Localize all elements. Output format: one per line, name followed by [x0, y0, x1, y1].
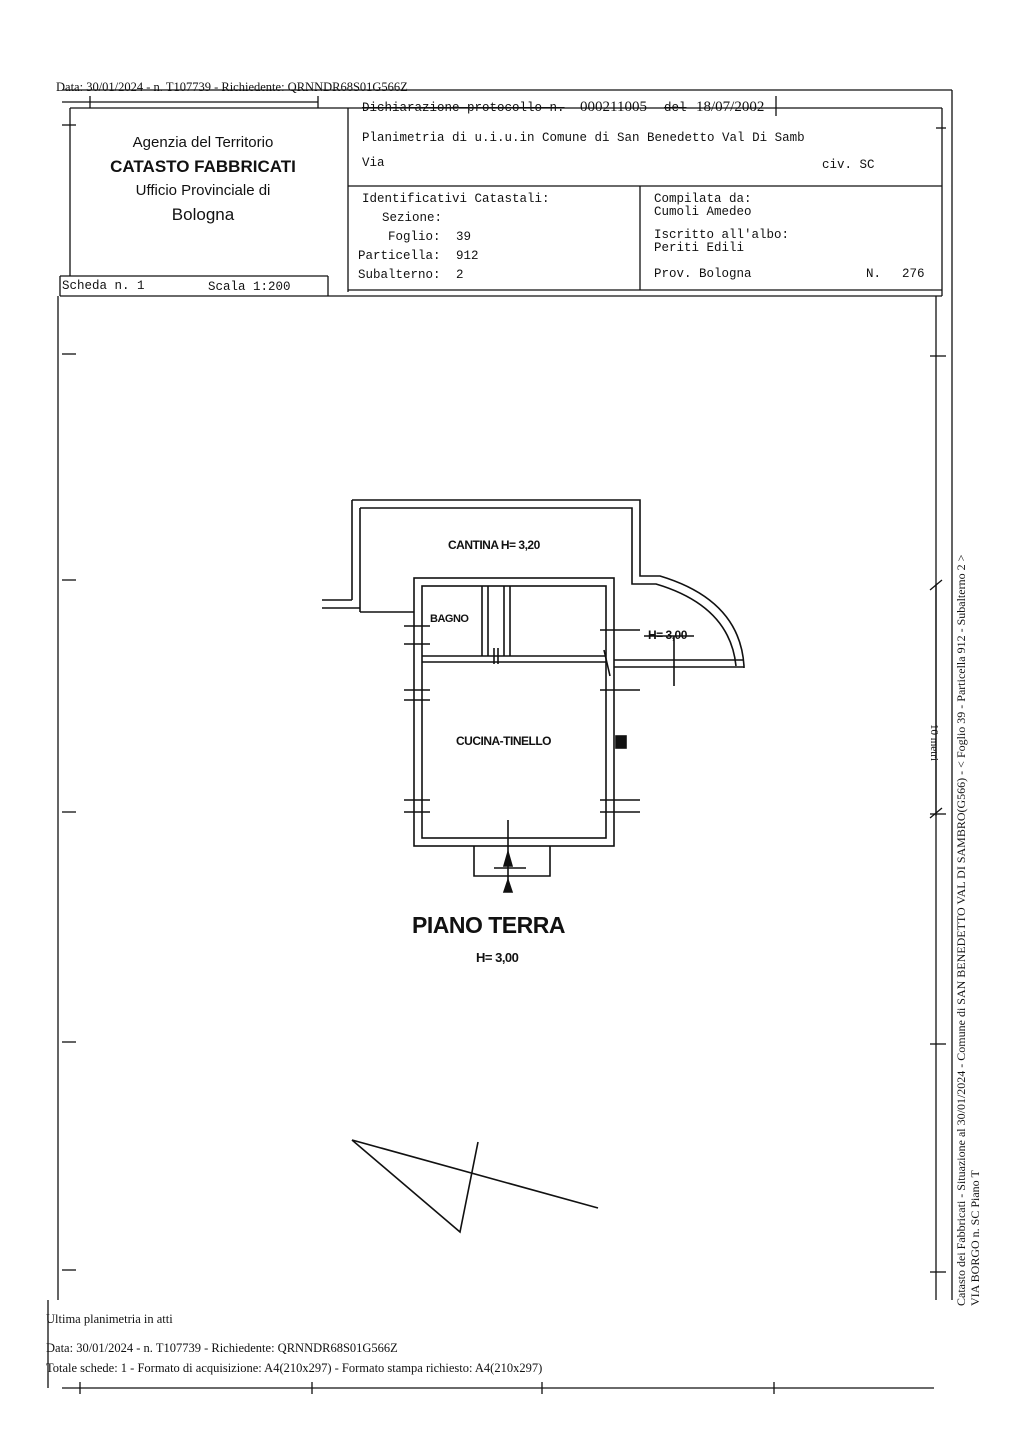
side-address-text: VIA BORGO n. SC Piano T	[968, 1170, 982, 1306]
via-label: Via	[362, 156, 385, 170]
height-label-right: H= 3,00	[648, 628, 687, 642]
ultima-planimetria: Ultima planimetria in atti	[46, 1312, 173, 1326]
civico: civ. SC	[822, 158, 875, 172]
subalterno-value: 2	[456, 268, 464, 282]
particella-value: 912	[456, 249, 479, 263]
prov-label: Prov. Bologna	[654, 267, 752, 281]
scale-bar-label: 10 metri	[928, 724, 940, 761]
n-label: N.	[866, 267, 882, 281]
scheda-label: Scheda n. 1	[62, 279, 145, 293]
catasto-title: CATASTO FABBRICATI	[110, 157, 296, 176]
iscritto-label: Iscritto all'albo:	[654, 228, 790, 242]
footer-data-line: Data: 30/01/2024 - n. T107739 - Richiedente: QRNNDR68S01G566Z	[46, 1341, 398, 1355]
cucina-label: CUCINA-TINELLO	[456, 734, 551, 748]
protocol-date: 18/07/2002	[696, 99, 765, 115]
side-situazione-text: Catasto dei Fabbricati - Situazione al 30/01/2024 - Comune di SAN BENEDETTO VAL DI SAMBRO(G566) - < Foglio 39 - Particella 912 - Subalterno 2 >	[954, 554, 968, 1306]
piano-height: H= 3,00	[476, 950, 519, 965]
compilata-label: Compilata da:	[654, 192, 752, 206]
protocol-number: 000211005	[580, 99, 647, 115]
footer-totale-line: Totale schede: 1 - Formato di acquisizione: A4(210x297) - Formato stampa richiesto: A4(210x297)	[46, 1361, 543, 1375]
foglio-label: Foglio:	[388, 230, 441, 244]
compilata-name: Cumoli Amedeo	[654, 205, 752, 219]
top-requester-line: Data: 30/01/2024 - n. T107739 - Richiedente: QRNNDR68S01G566Z	[56, 80, 408, 94]
office-city: Bologna	[171, 205, 235, 224]
planimetria-title: Planimetria di u.i.u.in Comune di San Benedetto Val Di Samb	[362, 131, 805, 145]
scala-label: Scala 1:200	[208, 280, 291, 294]
protocol-del: del	[664, 101, 687, 115]
sezione-label: Sezione:	[382, 211, 443, 225]
foglio-value: 39	[456, 230, 472, 244]
piano-title: PIANO TERRA	[412, 912, 565, 938]
particella-label: Particella:	[358, 249, 441, 263]
bagno-label: BAGNO	[430, 613, 469, 625]
identificativi-title: Identificativi Catastali:	[362, 192, 550, 206]
iscritto-value: Periti Edili	[654, 241, 745, 255]
n-value: 276	[902, 267, 925, 281]
agency-name: Agenzia del Territorio	[132, 134, 274, 151]
dichiarazione-label: Dichiarazione protocollo n.	[362, 101, 565, 115]
office-label: Ufficio Provinciale di	[135, 182, 271, 199]
cantina-label: CANTINA H= 3,20	[448, 538, 540, 552]
subalterno-label: Subalterno:	[358, 268, 441, 282]
